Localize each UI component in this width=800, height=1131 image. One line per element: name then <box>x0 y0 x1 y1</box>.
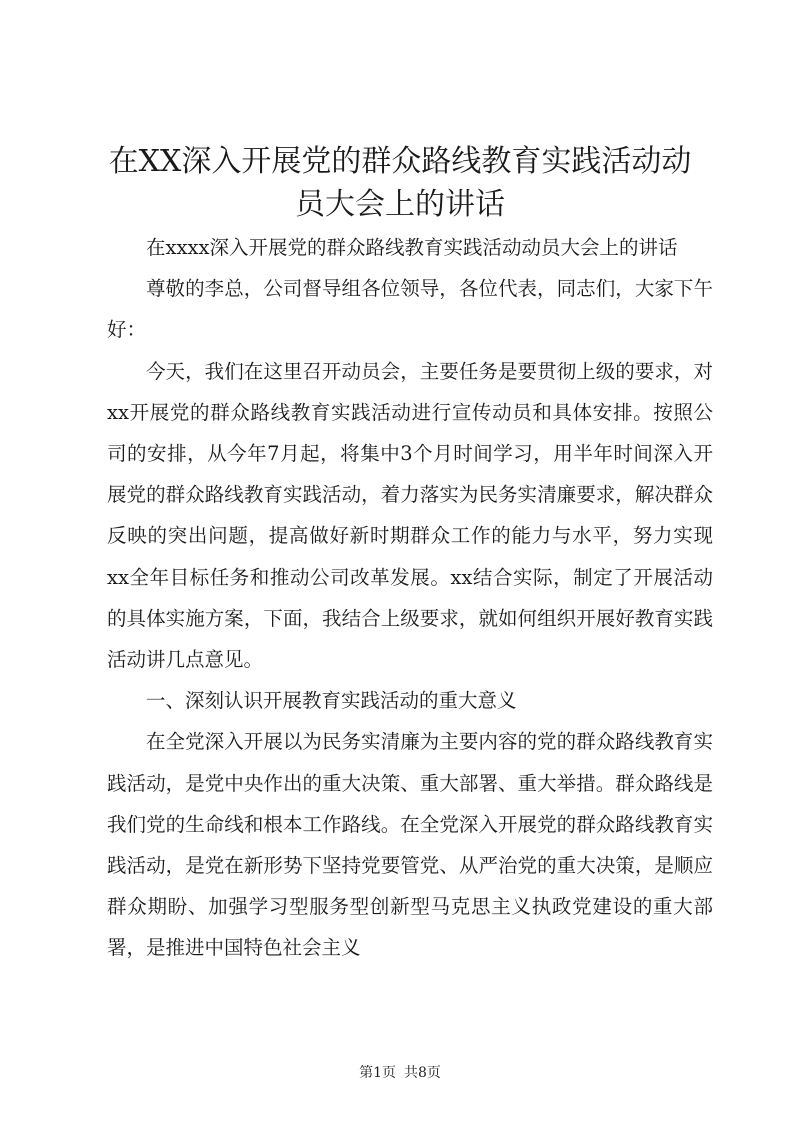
document-title: 在XX深入开展党的群众路线教育实践活动动员大会上的讲话 <box>108 144 692 222</box>
paragraph-significance: 在全党深入开展以为民务实清廉为主要内容的党的群众路线教育实践活动，是党中央作出的重大决策、重大部署、重大举措。群众路线是我们党的生命线和根本工作路线。在全党深入开展党的群众路线教育实践活动，是党在新形势下坚持党要管党、从严治党的重大决策，是顺应群众期盼、加强学习型服务型创新型马克思主义执政党建设的重大部署，是推进中国特色社会主义 <box>107 730 713 960</box>
page-footer <box>0 1063 800 1083</box>
paragraph-greeting: 尊敬的李总，公司督导组各位领导，各位代表，同志们，大家下午好： <box>107 277 713 342</box>
page-number: 第1页 <box>359 1065 396 1081</box>
paragraph-heading-repeat: 在xxxx深入开展党的群众路线教育实践活动动员大会上的讲话 <box>146 236 678 259</box>
section-heading-1: 一、深刻认识开展教育实践活动的重大意义 <box>146 689 517 713</box>
page-total: 共8页 <box>404 1065 441 1081</box>
paragraph-introduction: 今天，我们在这里召开动员会，主要任务是要贯彻上级的要求，对xx开展党的群众路线教育实践活动进行宣传动员和具体安排。按照公司的安排，从今年7月起，将集中3个月时间学习，用半年时间深入开展党的群众路线教育实践活动，着力落实为民务实清廉要求，解决群众反映的突出问题，提高做好新时期群众工作的能力与水平，努力实现xx全年目标任务和推动公司改革发展。xx结合实际，制定了开展活动的具体实施方案，下面，我结合上级要求，就如何组织开展好教育实践活动讲几点意见。 <box>107 359 713 672</box>
document-body <box>107 227 713 969</box>
